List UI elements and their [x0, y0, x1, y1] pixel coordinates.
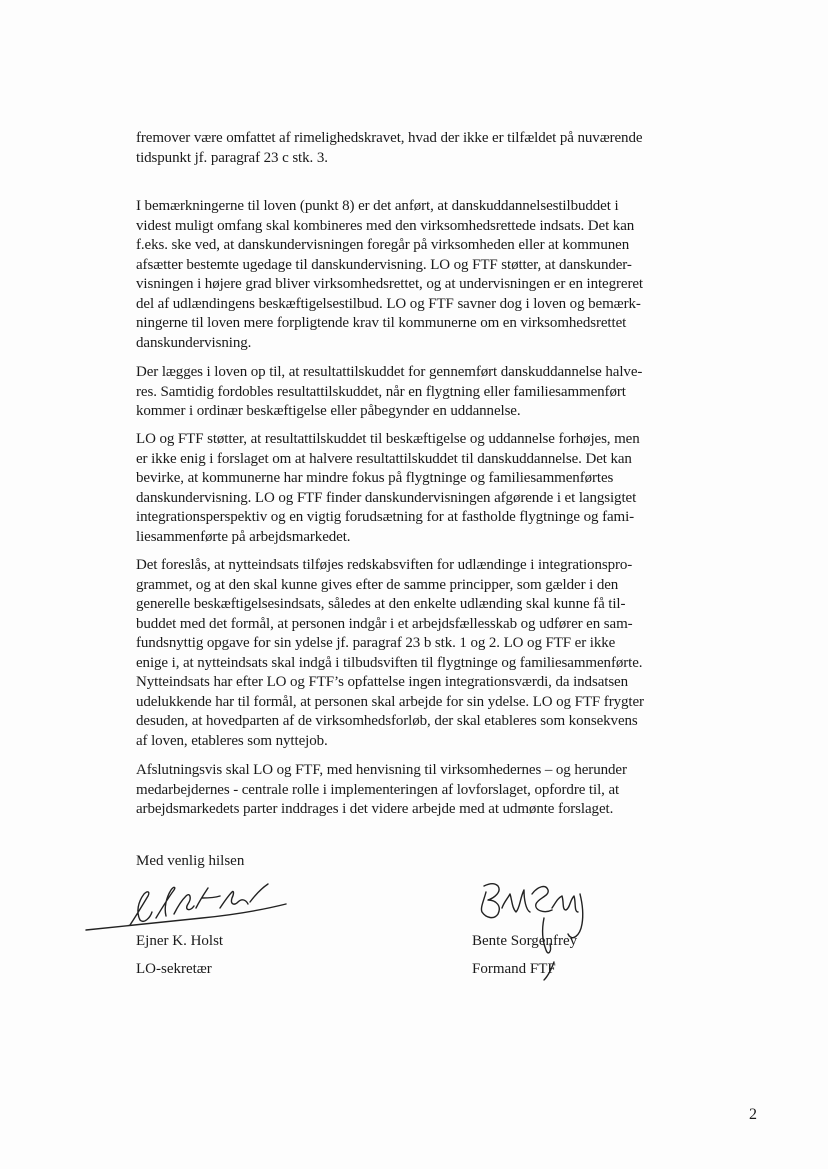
- text-line: danskundervisning. LO og FTF finder danskundervisningen afgørende i et langsigtet: [136, 489, 637, 506]
- text-line: grammet, og at den skal kunne gives efter de samme principper, som gælder i den: [136, 576, 619, 593]
- text-line: af loven, etableres som nyttejob.: [136, 732, 328, 749]
- signatory-left-name: Ejner K. Holst: [136, 933, 224, 949]
- signatory-left: [136, 932, 223, 979]
- text-line: integrationsperspektiv og en vigtig forudsætning for at fastholde flygtninge og fami-: [136, 509, 635, 525]
- text-line: ningerne til loven mere forpligtende krav til kommunerne om en virksomhedsrettet: [136, 315, 627, 331]
- text-line: bevirke, at kommunerne har mindre fokus på flygtninge og familiesammenførtes: [136, 470, 614, 486]
- text-line: desuden, at hovedparten af de virksomhedsforløb, der skal etableres som konsekvens: [136, 713, 638, 729]
- paragraph-4: [136, 430, 696, 547]
- text-line: enige i, at nytteindsats skal indgå i tilbudsviften til flygtninge og familiesammenførte.: [136, 654, 643, 671]
- text-line: Afslutningsvis skal LO og FTF, med henvisning til virksomhedernes – og herunder: [136, 762, 627, 778]
- text-line: I bemærkningerne til loven (punkt 8) er det anført, at danskuddannelsestilbuddet i: [136, 198, 619, 214]
- text-line: danskundervisning.: [136, 334, 252, 351]
- text-line: Nytteindsats har efter LO og FTF’s opfattelse ingen integrationsværdi, da indsatsen: [136, 674, 629, 690]
- signatory-right-title: Formand FTF: [472, 960, 556, 977]
- closing-greeting: Med venlig hilsen: [136, 853, 245, 869]
- paragraph-6: [136, 761, 696, 820]
- text-line: tidspunkt jf. paragraf 23 c stk. 3.: [136, 149, 328, 166]
- text-line: buddet med det formål, at personen indgår i et arbejdsfællesskab og udfører en sam-: [136, 615, 633, 632]
- text-line: del af udlændingens beskæftigelsestilbud. LO og FTF savner dog i loven og bemærk-: [136, 295, 641, 312]
- text-line: Der lægges i loven op til, at resultattilskuddet for gennemført danskuddannelse halve-: [136, 364, 643, 380]
- signatory-right: [472, 932, 577, 979]
- signature-left: [82, 878, 292, 938]
- text-line: visningen i højere grad bliver virksomhedsrettet, og at undervisningen er en integreret: [136, 276, 643, 292]
- paragraph-2: [136, 197, 696, 353]
- text-line: LO og FTF støtter, at resultattilskuddet til beskæftigelse og uddannelse forhøjes, men: [136, 431, 640, 447]
- signatory-left-title: LO-sekretær: [136, 960, 212, 977]
- paragraph-1: [136, 129, 696, 168]
- text-line: fundsnyttig opgave for sin ydelse jf. paragraf 23 b stk. 1 og 2. LO og FTF er ikke: [136, 635, 616, 651]
- text-line: udelukkende har til formål, at personen skal arbejde for sin ydelse. LO og FTF frygter: [136, 693, 644, 710]
- text-line: afsætter bestemte ugedage til danskundervisning. LO og FTF støtter, at danskunder-: [136, 256, 632, 273]
- page-number: 2: [749, 1106, 757, 1123]
- signatory-right-name: Bente Sorgenfrey: [472, 933, 578, 949]
- text-line: res. Samtidig fordobles resultattilskuddet, når en flygtning eller familiesammenført: [136, 383, 626, 400]
- text-line: kommer i ordinær beskæftigelse eller påbegynder en uddannelse.: [136, 403, 521, 419]
- text-line: liesammenførte på arbejdsmarkedet.: [136, 528, 351, 545]
- text-line: medarbejdernes - centrale rolle i implementeringen af lovforslaget, opfordre til, at: [136, 781, 620, 798]
- paragraph-3: [136, 363, 696, 422]
- text-line: er ikke enig i forslaget om at halvere resultattilskuddet til danskuddannelse. Det kan: [136, 450, 632, 467]
- text-line: fremover være omfattet af rimelighedskravet, hvad der ikke er tilfældet på nuværende: [136, 130, 643, 146]
- paragraph-5: [136, 556, 696, 751]
- text-line: videst muligt omfang skal kombineres med den virksomhedsrettede indsats. Det kan: [136, 217, 635, 234]
- text-line: generelle beskæftigelsesindsats, således at den enkelte udlænding skal kunne få til-: [136, 596, 626, 612]
- text-line: Det foreslås, at nytteindsats tilføjes redskabsviften for udlændinge i integrationspro-: [136, 557, 633, 573]
- text-line: arbejdsmarkedets parter inddrages i det videre arbejde med at udmønte forslaget.: [136, 801, 614, 817]
- text-line: f.eks. ske ved, at danskundervisningen foregår på virksomheden eller at kommunen: [136, 237, 630, 253]
